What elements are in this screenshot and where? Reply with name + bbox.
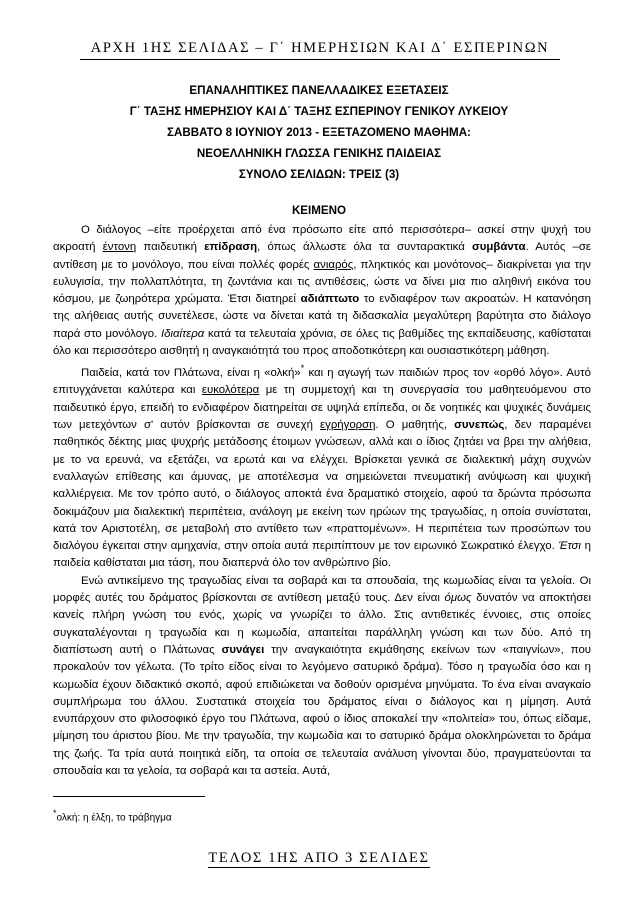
p3-italic: όμως [444,592,472,605]
p1-text: , όπως άλλωστε όλα τα συνταρακτικά [257,241,472,254]
p1-underlined: ανιαρός [313,258,354,271]
p1-bold: συμβάντα [472,241,526,254]
p1-text: Ο διάλογος –είτε προέρχεται από ένα πρόσωπο είτε από περισσότερα– ασκεί στην ψυχή του ακροατή [53,224,591,254]
exam-heading-line-1: ΕΠΑΝΑΛΗΠΤΙΚΕΣ ΠΑΝΕΛΛΑΔΙΚΕΣ ΕΞΕΤΑΣΕΙΣ [189,84,449,97]
p1-text: , πληκτικός και μονότονος– διακρίνεται για την ευλυγισία, την πολλαπλότητα, τη ζωντάνια και τις αντιθέσεις, ώστε να δίνει μια πιο αληθινή εικόνα του κόσμου, με ζωηρότερα χρώματα. Έτσι διατηρεί [53,258,591,306]
paragraph-3 [53,573,591,781]
paragraph-1 [53,222,591,360]
page-header [80,40,560,60]
paragraph-2 [53,360,591,572]
p1-bold: αδιάπτωτο [300,293,360,306]
page-footer [0,849,638,867]
footnote [53,808,172,823]
exam-heading [0,80,638,185]
p1-text: παιδευτική [136,241,205,254]
exam-heading-line-3: ΣΑΒΒΑΤΟ 8 ΙΟΥΝΙΟΥ 2013 - ΕΞΕΤΑΖΟΜΕΝΟ ΜΑΘΗΜΑ: [167,126,471,139]
footnote-marker: * [53,808,57,818]
p3-text: δυνατόν να αποκτήσει κανείς πλήρη γνώση του ενός, χωρίς να γνωρίζει το άλλο. Στις αντιθετικές έννοιες, στις οποίες συγκαταλέγονται η τραγωδία και η κωμωδία, απαιτείται παράλληλη γνώση και των δύο. Από τη διαπίστωση αυτή ο Πλάτωνας [53,592,591,656]
exam-heading-line-4: ΝΕΟΕΛΛΗΝΙΚΗ ΓΛΩΣΣΑ ΓΕΝΙΚΗΣ ΠΑΙΔΕΙΑΣ [196,147,442,160]
p1-italic: Ιδιαίτερα [160,327,205,340]
page-header-text: ΑΡΧΗ 1ΗΣ ΣΕΛΙΔΑΣ – Γ΄ ΗΜΕΡΗΣΙΩΝ ΚΑΙ Δ΄ ΕΣΠΕΡΙΝΩΝ [80,40,560,60]
p3-bold: συνάγει [221,643,265,656]
p2-text: με τη συμμετοχή και τη συνεργασία του μαθητευόμενου στο παιδευτικό έργο, επειδή το ενδιαφέρον διατηρείται σε υψηλά επίπεδα, οι δε νοητικές και ψυχικές δυνάμεις των μετεχόντων σ' αυτόν βρίσκονται σε συνεχή [53,384,592,432]
page-footer-text: ΤΕΛΟΣ 1ΗΣ ΑΠΟ 3 ΣΕΛΙΔΕΣ [208,850,430,866]
p1-text: το ενδιαφέρον των ακροατών. Η κατανόηση της αλήθειας αυτής συνετέλεσε, ώστε να δίνεται κατά τη διδασκαλία μεγαλύτερη βαρύτητα στο διάλογο παρά στο μονόλογο. [53,293,591,340]
exam-heading-line-5: ΣΥΝΟΛΟ ΣΕΛΙΔΩΝ: ΤΡΕΙΣ (3) [238,168,400,181]
footnote-marker: * [300,363,305,375]
p1-underlined: έντονη [102,241,137,254]
p2-text: . Ο μαθητής, [375,419,455,432]
p2-underlined: ευκολότερα [201,384,260,397]
body-text [53,222,591,780]
footnote-text: ολκή: η έλξη, το τράβηγμα [56,812,172,824]
p2-text: και η αγωγή των παιδιών προς τον «ορθό λόγο». Αυτό επιτυγχάνεται καλύτερα και [53,367,591,397]
footnote-divider [53,796,205,797]
p2-italic: Έτσι [558,540,581,553]
p2-underlined: εγρήγορση [320,419,376,432]
exam-heading-line-2: Γ΄ ΤΑΞΗΣ ΗΜΕΡΗΣΙΟΥ ΚΑΙ Δ΄ ΤΑΞΗΣ ΕΣΠΕΡΙΝΟΥ ΓΕΝΙΚΟΥ ΛΥΚΕΙΟΥ [129,105,509,118]
p1-bold: επίδραση [204,241,258,254]
p2-bold: συνεπώς [454,419,505,432]
p3-text: την αναγκαιότητα εκμάθησης εκείνων των «παιγνίων», που προκαλούν τον γέλωτα. (Το τρίτο είδος είναι το λεγόμενο σατυρικό δράμα). Τόσο η τραγωδία όσο και η κωμωδία έχουν διδακτικό σκοπό, αφού επιδιώκεται να δοθούν ορισμένα μηνύματα. Το ένα είναι αναγκαίο συμπλήρωμα του άλλου. Συστατικά στοιχεία του δράματος είναι ο διάλογος και η μίμηση. Αυτά ενυπάρχουν στο φιλοσοφικό έργο του Πλάτωνα, αφού ο ίδιος αποκαλεί την «πολιτεία» του, όπως είδαμε, μίμηση του άριστου βίου. Με την τραγωδία, την κωμωδία και το σατυρικό δράμα ολοκληρώνεται το δράμα της ζωής. Τα τρία αυτά ποιητικά είδη, τα οποία σε τελευταία ανάλυση γίνονται δύο, πραγματεύονται τα σπουδαία και τα γελοία, τα σοβαρά και τα αστεία. Αυτά, [53,643,592,777]
p1-text: κατά τα τελευταία χρόνια, σε όλες τις βαθμίδες της εκπαίδευσης, καθίσταται όλο και περισσότερο αισθητή η αναγκαιότητά του προς αποδοτικότερη και ουσιαστικότερη μάθηση. [53,327,591,358]
p1-text: . Αυτός –σε αντίθεση με το μονόλογο, που είναι πολλές φορές [53,241,591,271]
p3-text: Ενώ αντικείμενο της τραγωδίας είναι τα σοβαρά και τα σπουδαία, της κωμωδίας είναι τα γελοία. Οι μορφές αυτές του δράματος βρίσκονται σε αντίθεση μεταξύ τους. Δεν είναι [53,574,591,605]
text-title: ΚΕΙΜΕΝΟ [291,204,347,217]
p2-text: η παιδεία καθίσταται μια τάση, που διαπερνά όλο τον ανθρώπινο βίο. [53,540,591,570]
p2-text: Παιδεία, κατά τον Πλάτωνα, είναι η «ολκή» [81,367,301,380]
p2-text: , δεν παραμένει παθητικός δέκτης μιας ψυχρής μετάδοσης έτοιμων γνώσεων, αλλά και ο ίδιος ζητάει να βρει την αλήθεια, με το να ερευνά, να εξετάζει, να ερωτά και να ελέγχει. Βρίσκεται γενικά σε διαλεκτική μάχη συχνών εναλλαγών επίθεσης και άμυνας, με αποτέλεσμα να σημειώνεται πνευματική ανύψωση και ψυχική καλλιέργεια. Με τον τρόπο αυτό, ο διάλογος αποκτά ένα δραματικό στοιχείο, αφού τα δρώντα πρόσωπα δοκιμάζουν μια διαλεκτική περιπέτεια, ανάλογη με εκείνη των ηρώων της τραγωδίας, η οποία συνίσταται, κατά τον Αριστοτέλη, σε μεταβολή στο αντίθετο των «πραττομένων». Η περιπέτεια των προσώπων του διαλόγου έγκειται στην αμηχανία, στην οποία αυτά περιπίπτουν με τον ειρωνικό Σωκρατικό έλεγχο. [53,419,591,553]
